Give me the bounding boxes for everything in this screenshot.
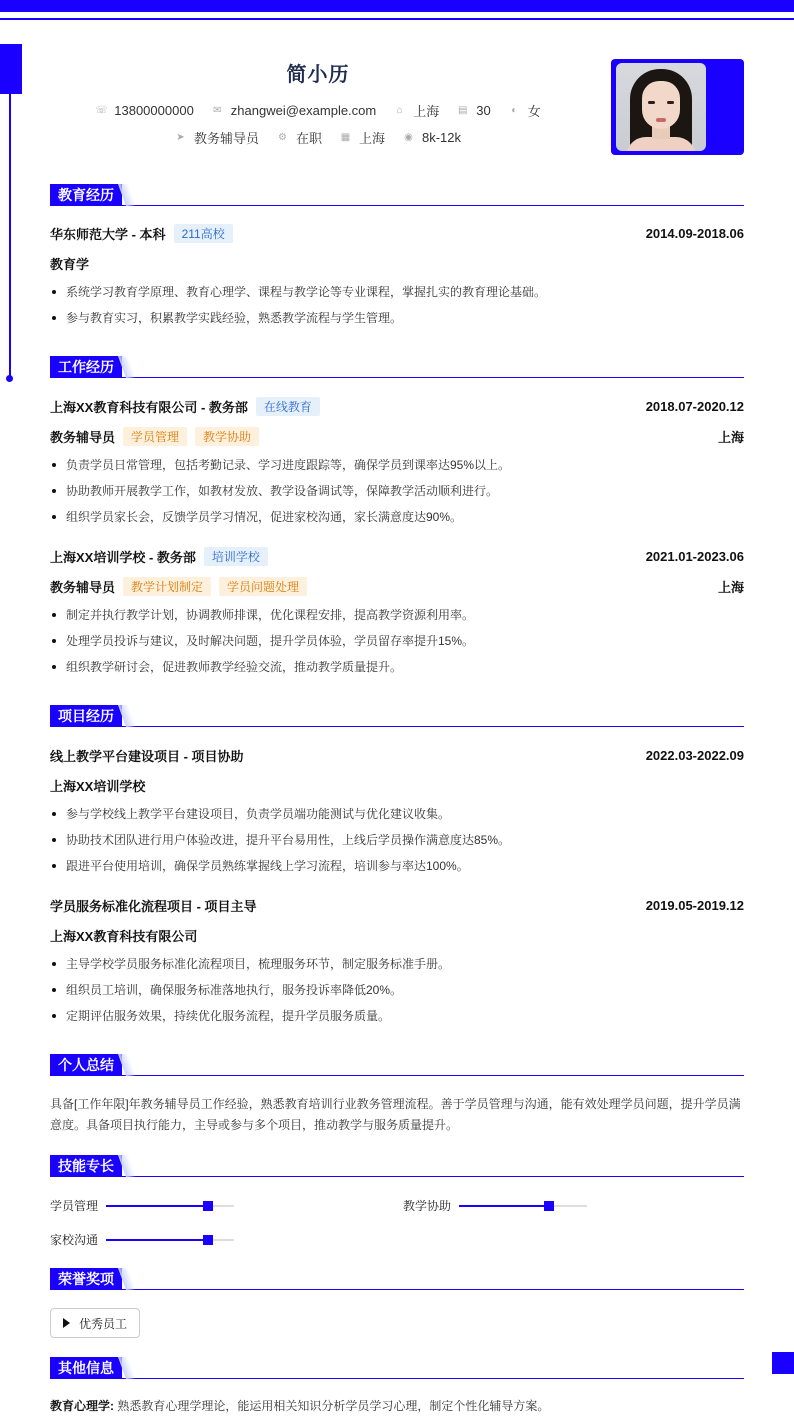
list-item: 主导学校学员服务标准化流程项目，梳理服务环节，制定服务标准手册。 <box>50 954 744 980</box>
intent-status: ⚙ 在职 <box>277 131 322 146</box>
company-name: 上海XX培训学校 - 教务部 <box>50 550 196 565</box>
avatar-frame <box>611 59 744 155</box>
gender-icon: ◐ <box>511 105 518 116</box>
award-chip[interactable] <box>50 1308 140 1338</box>
project-bullets <box>50 804 744 882</box>
job-role: 教务辅导员 <box>50 580 116 595</box>
project-name: 线上教学平台建设项目 - 项目协助 <box>50 749 244 764</box>
list-item: 组织教学研讨会，促进教师教学经验交流，推动教学质量提升。 <box>50 657 744 683</box>
left-accent-dot <box>6 375 13 382</box>
company-name: 上海XX教育科技有限公司 - 教务部 <box>50 400 248 415</box>
intent-city: ▦ 上海 <box>340 131 385 146</box>
role-tag: 教学计划制定 <box>123 577 211 596</box>
section-heading: 荣誉奖项 <box>50 1268 744 1290</box>
education-period: 2014.09-2018.06 <box>645 226 744 241</box>
section-heading: 个人总结 <box>50 1054 744 1076</box>
skill-item <box>50 1231 234 1248</box>
role-tag: 学员管理 <box>123 427 187 446</box>
company-tag: 培训学校 <box>204 547 268 566</box>
school-tag: 211高校 <box>174 224 233 243</box>
salary-icon: ◉ <box>404 132 413 143</box>
education-row <box>50 224 744 243</box>
company-tag: 在线教育 <box>256 397 320 416</box>
job-location: 上海 <box>717 430 744 445</box>
job-location: 上海 <box>717 580 744 595</box>
job-row <box>50 397 744 416</box>
summary-text: 具备[工作年限]年教务辅导员工作经验，熟悉教育培训行业教务管理流程。善于学员管理与沟通，能有效处理学员问题，提升学员满意度。具备项目执行能力，主导或参与多个项目，推动教学与服务质量提升。 <box>50 1097 741 1132</box>
resume-name: 简小历 <box>286 64 350 86</box>
contact-email: ✉ zhangwei@example.com <box>213 103 377 118</box>
skill-item <box>403 1197 587 1214</box>
age-icon: ▤ <box>458 105 468 116</box>
list-item: 组织员工培训，确保服务标准落地执行，服务投诉率降低20%。 <box>50 980 744 1006</box>
job-bullets <box>50 605 744 683</box>
skill-bar <box>459 1205 587 1207</box>
building-icon: ▦ <box>340 132 351 143</box>
major-name: 教育学 <box>50 257 90 272</box>
list-item: 负责学员日常管理，包括考勤记录、学习进度跟踪等，确保学员到课率达95%以上。 <box>50 455 744 481</box>
top-accent-line <box>0 18 794 20</box>
project-period: 2019.05-2019.12 <box>645 898 744 913</box>
contact-city: ⌂ 上海 <box>394 101 439 120</box>
skill-bar <box>106 1239 234 1241</box>
mail-icon: ✉ <box>213 105 222 116</box>
contact-age: ▤ 30 <box>458 103 491 118</box>
play-icon <box>63 1318 70 1328</box>
status-icon: ⚙ <box>277 132 287 143</box>
send-icon: ➤ <box>176 132 185 143</box>
contact-row <box>0 101 636 120</box>
list-item: 定期评估服务效果，持续优化服务流程，提升学员服务质量。 <box>50 1006 744 1032</box>
skill-label: 学员管理 <box>50 1199 99 1213</box>
education-section <box>50 184 744 325</box>
job-bullets <box>50 455 744 533</box>
section-heading: 教育经历 <box>50 184 744 206</box>
skill-bar <box>106 1205 234 1207</box>
avatar <box>616 63 706 151</box>
job-period: 2018.07-2020.12 <box>645 399 744 414</box>
intent-salary: ◉ 8k-12k <box>404 130 462 145</box>
list-item: 参与教育实习，积累教学实践经验，熟悉教学流程与学生管理。 <box>50 308 744 334</box>
project-period: 2022.03-2022.09 <box>645 748 744 763</box>
list-item: 跟进平台使用培训，确保学员熟练掌握线上学习流程，培训参与率达100%。 <box>50 856 744 882</box>
project-row <box>50 896 744 915</box>
list-item: 制定并执行教学计划，协调教师排课，优化课程安排，提高教学资源利用率。 <box>50 605 744 631</box>
right-accent-block <box>772 1352 794 1374</box>
list-item: 组织学员家长会，反馈学员学习情况，促进家校沟通，家长满意度达90%。 <box>50 507 744 533</box>
contact-gender: ◐ 女 <box>509 101 541 120</box>
list-item: 参与学校线上教学平台建设项目，负责学员端功能测试与优化建议收集。 <box>50 804 744 830</box>
skill-label: 教学协助 <box>403 1199 452 1213</box>
other-label: 教育心理学: <box>50 1399 114 1413</box>
job-intent-row <box>0 128 636 147</box>
job-role-row <box>50 577 744 596</box>
intent-position: ➤ 教务辅导员 <box>176 131 259 146</box>
project-row <box>50 746 744 765</box>
other-section <box>50 1357 744 1413</box>
home-icon: ⌂ <box>396 105 403 116</box>
list-item: 协助教师开展教学工作，如教材发放、教学设备调试等，保障教学活动顺利进行。 <box>50 481 744 507</box>
list-item: 系统学习教育学原理、教育心理学、课程与教学论等专业课程，掌握扎实的教育理论基础。 <box>50 282 744 308</box>
project-org: 上海XX教育科技有限公司 <box>50 929 198 944</box>
project-org: 上海XX培训学校 <box>50 779 146 794</box>
skill-label: 家校沟通 <box>50 1233 99 1247</box>
skills-section <box>50 1155 744 1247</box>
section-heading: 技能专长 <box>50 1155 744 1177</box>
awards-section <box>50 1268 744 1331</box>
top-accent-bar <box>0 0 794 12</box>
phone-icon: ☏ <box>95 105 108 116</box>
section-heading: 其他信息 <box>50 1357 744 1379</box>
role-tag: 教学协助 <box>195 427 259 446</box>
education-bullets <box>50 282 744 334</box>
section-heading: 工作经历 <box>50 356 744 378</box>
role-tag: 学员问题处理 <box>219 577 307 596</box>
job-role: 教务辅导员 <box>50 430 116 445</box>
work-section <box>50 356 744 674</box>
skill-item <box>50 1197 234 1214</box>
award-label: 优秀员工 <box>79 1316 128 1331</box>
list-item: 处理学员投诉与建议，及时解决问题，提升学员体验，学员留存率提升15%。 <box>50 631 744 657</box>
school-name: 华东师范大学 - 本科 <box>50 227 166 242</box>
other-info <box>50 1397 744 1414</box>
summary-section <box>50 1054 744 1132</box>
project-name: 学员服务标准化流程项目 - 项目主导 <box>50 899 257 914</box>
project-bullets <box>50 954 744 1032</box>
list-item: 协助技术团队进行用户体验改进，提升平台易用性，上线后学员操作满意度达85%。 <box>50 830 744 856</box>
contact-phone: ☏ 13800000000 <box>95 103 194 118</box>
section-heading: 项目经历 <box>50 705 744 727</box>
job-period: 2021.01-2023.06 <box>645 549 744 564</box>
job-role-row <box>50 427 744 446</box>
other-text: 熟悉教育心理学理论，能运用相关知识分析学员学习心理，制定个性化辅导方案。 <box>117 1399 550 1413</box>
job-row <box>50 547 744 566</box>
projects-section <box>50 705 744 1023</box>
